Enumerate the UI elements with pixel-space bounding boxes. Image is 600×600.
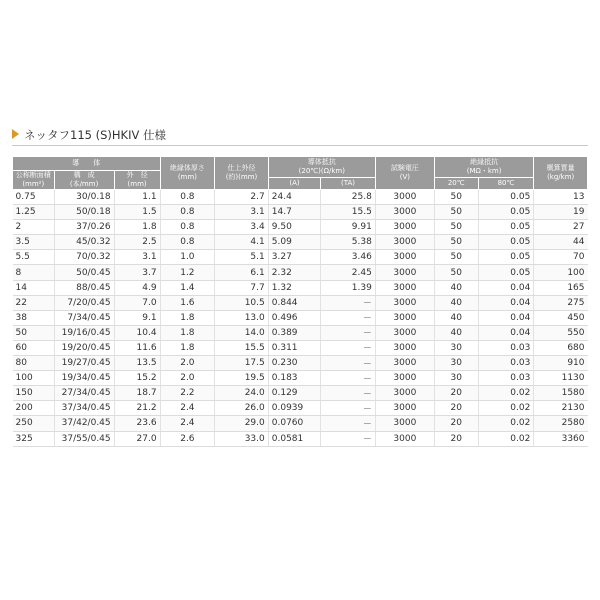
cell-nominal-area: 50 (13, 325, 55, 340)
cell-weight: 450 (534, 310, 588, 325)
cell-insulation-thickness: 0.8 (160, 190, 215, 205)
cell-insulation-thickness: 1.0 (160, 250, 215, 265)
cell-resistance-a: 9.50 (268, 220, 320, 235)
cell-ir-80c: 0.05 (478, 220, 534, 235)
table-row (13, 401, 588, 416)
cell-finished-diameter: 6.1 (215, 265, 269, 280)
cell-finished-diameter: 13.0 (215, 310, 269, 325)
cell-resistance-ta: － (321, 356, 376, 371)
cell-outer-diameter: 10.4 (114, 325, 160, 340)
cell-resistance-ta: － (321, 371, 376, 386)
cell-insulation-thickness: 1.6 (160, 295, 215, 310)
cell-composition: 19/20/0.45 (54, 340, 114, 355)
cell-ir-80c: 0.05 (478, 250, 534, 265)
cell-nominal-area: 0.75 (13, 190, 55, 205)
header-finished-diameter (215, 157, 269, 190)
cell-finished-diameter: 17.5 (215, 356, 269, 371)
cell-insulation-thickness: 2.6 (160, 431, 215, 446)
cell-weight: 680 (534, 340, 588, 355)
cell-composition: 37/55/0.45 (54, 431, 114, 446)
cell-weight: 13 (534, 190, 588, 205)
cell-finished-diameter: 3.1 (215, 205, 269, 220)
cell-nominal-area: 200 (13, 401, 55, 416)
cell-outer-diameter: 11.6 (114, 340, 160, 355)
header-outer-diameter (114, 171, 160, 190)
cell-resistance-a: 0.496 (268, 310, 320, 325)
cell-finished-diameter: 19.5 (215, 371, 269, 386)
cell-resistance-a: 0.183 (268, 371, 320, 386)
header-resistance-a: (A) (268, 178, 320, 190)
cell-nominal-area: 1.25 (13, 205, 55, 220)
cell-finished-diameter: 7.7 (215, 280, 269, 295)
table-row (13, 416, 588, 431)
table-row (13, 431, 588, 446)
cell-ir-20c: 50 (434, 250, 478, 265)
cell-ir-20c: 40 (434, 310, 478, 325)
cell-test-voltage: 3000 (375, 431, 434, 446)
table-row (13, 280, 588, 295)
cell-resistance-ta: － (321, 295, 376, 310)
cell-composition: 19/16/0.45 (54, 325, 114, 340)
header-weight-label: 概算質量 (546, 164, 575, 172)
cell-composition: 27/34/0.45 (54, 386, 114, 401)
cell-resistance-ta: 15.5 (321, 205, 376, 220)
cell-finished-diameter: 2.7 (215, 190, 269, 205)
table-row (13, 235, 588, 250)
cell-test-voltage: 3000 (375, 310, 434, 325)
header-finished-diameter-unit: (約)(mm) (225, 173, 258, 181)
cell-resistance-a: 3.27 (268, 250, 320, 265)
table-row (13, 220, 588, 235)
cell-nominal-area: 2 (13, 220, 55, 235)
section-title: ネッタフ115 (S)HKIV 仕様 (24, 128, 166, 142)
cell-insulation-thickness: 2.0 (160, 356, 215, 371)
cell-weight: 275 (534, 295, 588, 310)
table-row (13, 325, 588, 340)
header-insulation-thickness-unit: (mm) (177, 173, 197, 181)
cell-nominal-area: 325 (13, 431, 55, 446)
cell-finished-diameter: 15.5 (215, 340, 269, 355)
cell-ir-20c: 50 (434, 205, 478, 220)
cell-composition: 19/34/0.45 (54, 371, 114, 386)
cell-outer-diameter: 9.1 (114, 310, 160, 325)
cell-insulation-thickness: 2.0 (160, 371, 215, 386)
cell-test-voltage: 3000 (375, 250, 434, 265)
cell-ir-80c: 0.05 (478, 190, 534, 205)
cell-insulation-thickness: 0.8 (160, 235, 215, 250)
cell-resistance-a: 0.311 (268, 340, 320, 355)
cell-finished-diameter: 4.1 (215, 235, 269, 250)
cell-test-voltage: 3000 (375, 190, 434, 205)
cell-insulation-thickness: 2.2 (160, 386, 215, 401)
cell-outer-diameter: 3.1 (114, 250, 160, 265)
cell-insulation-thickness: 1.8 (160, 325, 215, 340)
cell-ir-80c: 0.03 (478, 371, 534, 386)
header-nominal-area-label: 公称断面積 (15, 171, 51, 179)
header-insulation-resistance (434, 157, 533, 178)
cell-nominal-area: 38 (13, 310, 55, 325)
cell-test-voltage: 3000 (375, 220, 434, 235)
header-resistance-ta: (TA) (321, 178, 376, 190)
cell-resistance-a: 0.0581 (268, 431, 320, 446)
cell-finished-diameter: 3.4 (215, 220, 269, 235)
cell-weight: 70 (534, 250, 588, 265)
cell-resistance-ta: 9.91 (321, 220, 376, 235)
cell-insulation-thickness: 2.4 (160, 401, 215, 416)
cell-weight: 19 (534, 205, 588, 220)
table-row (13, 265, 588, 280)
cell-outer-diameter: 18.7 (114, 386, 160, 401)
cell-composition: 88/0.45 (54, 280, 114, 295)
cell-insulation-thickness: 2.4 (160, 416, 215, 431)
cell-nominal-area: 80 (13, 356, 55, 371)
cell-test-voltage: 3000 (375, 265, 434, 280)
cell-finished-diameter: 10.5 (215, 295, 269, 310)
cell-finished-diameter: 26.0 (215, 401, 269, 416)
header-insulation-resistance-sub: (MΩ・km) (466, 167, 502, 175)
cell-ir-20c: 30 (434, 340, 478, 355)
cell-resistance-a: 0.0760 (268, 416, 320, 431)
header-ir-80c: 80℃ (478, 178, 534, 190)
cell-outer-diameter: 3.7 (114, 265, 160, 280)
cell-weight: 2130 (534, 401, 588, 416)
section-title-bar (12, 127, 588, 146)
cell-composition: 37/34/0.45 (54, 401, 114, 416)
cell-weight: 1580 (534, 386, 588, 401)
cell-ir-20c: 20 (434, 431, 478, 446)
cell-outer-diameter: 1.8 (114, 220, 160, 235)
cell-resistance-ta: 2.45 (321, 265, 376, 280)
cell-ir-80c: 0.02 (478, 431, 534, 446)
table-row (13, 386, 588, 401)
header-resistance (268, 157, 375, 178)
cell-outer-diameter: 27.0 (114, 431, 160, 446)
cell-finished-diameter: 33.0 (215, 431, 269, 446)
cell-outer-diameter: 1.5 (114, 205, 160, 220)
cell-ir-20c: 20 (434, 401, 478, 416)
cell-outer-diameter: 15.2 (114, 371, 160, 386)
header-insulation-thickness-label: 絶縁体厚さ (169, 164, 205, 172)
cell-ir-20c: 40 (434, 280, 478, 295)
table-row (13, 205, 588, 220)
header-conductor: 導 体 (13, 157, 161, 171)
cell-composition: 50/0.18 (54, 205, 114, 220)
cell-test-voltage: 3000 (375, 325, 434, 340)
cell-composition: 37/0.26 (54, 220, 114, 235)
cell-test-voltage: 3000 (375, 401, 434, 416)
cell-ir-80c: 0.02 (478, 416, 534, 431)
cell-test-voltage: 3000 (375, 340, 434, 355)
cell-insulation-thickness: 0.8 (160, 220, 215, 235)
cell-insulation-thickness: 1.2 (160, 265, 215, 280)
cell-resistance-ta: 5.38 (321, 235, 376, 250)
table-row (13, 250, 588, 265)
header-composition-label: 構 成 (73, 171, 95, 179)
header-outer-diameter-unit: (mm) (127, 180, 147, 188)
cell-ir-80c: 0.04 (478, 310, 534, 325)
header-composition-unit: (本/mm) (69, 180, 99, 188)
cell-ir-80c: 0.02 (478, 386, 534, 401)
cell-ir-20c: 30 (434, 371, 478, 386)
cell-resistance-ta: 3.46 (321, 250, 376, 265)
cell-ir-20c: 50 (434, 265, 478, 280)
cell-ir-80c: 0.03 (478, 356, 534, 371)
cell-ir-80c: 0.05 (478, 205, 534, 220)
cell-resistance-a: 24.4 (268, 190, 320, 205)
cell-finished-diameter: 24.0 (215, 386, 269, 401)
cell-ir-20c: 50 (434, 235, 478, 250)
cell-resistance-ta: 25.8 (321, 190, 376, 205)
table-row (13, 356, 588, 371)
cell-weight: 3360 (534, 431, 588, 446)
cell-finished-diameter: 5.1 (215, 250, 269, 265)
cell-test-voltage: 3000 (375, 205, 434, 220)
cell-test-voltage: 3000 (375, 416, 434, 431)
cell-resistance-a: 0.844 (268, 295, 320, 310)
cell-finished-diameter: 14.0 (215, 325, 269, 340)
header-ir-20c: 20℃ (434, 178, 478, 190)
cell-ir-20c: 50 (434, 220, 478, 235)
header-insulation-thickness (160, 157, 215, 190)
header-nominal-area-unit: (mm²) (22, 180, 45, 188)
header-test-voltage (375, 157, 434, 190)
cell-nominal-area: 250 (13, 416, 55, 431)
cell-composition: 37/42/0.45 (54, 416, 114, 431)
cell-ir-20c: 50 (434, 190, 478, 205)
header-resistance-label: 導体抵抗 (307, 158, 336, 166)
cell-resistance-a: 0.389 (268, 325, 320, 340)
cell-ir-80c: 0.04 (478, 295, 534, 310)
spec-table-body (13, 190, 588, 447)
cell-test-voltage: 3000 (375, 295, 434, 310)
cell-nominal-area: 8 (13, 265, 55, 280)
cell-weight: 100 (534, 265, 588, 280)
cell-nominal-area: 3.5 (13, 235, 55, 250)
table-row (13, 190, 588, 205)
cell-ir-20c: 40 (434, 325, 478, 340)
cell-resistance-ta: － (321, 340, 376, 355)
cell-weight: 2580 (534, 416, 588, 431)
cell-composition: 45/0.32 (54, 235, 114, 250)
table-row (13, 310, 588, 325)
cell-resistance-a: 2.32 (268, 265, 320, 280)
cell-outer-diameter: 4.9 (114, 280, 160, 295)
cell-ir-80c: 0.02 (478, 401, 534, 416)
cell-insulation-thickness: 1.8 (160, 340, 215, 355)
header-resistance-sub: (20℃)(Ω/km) (298, 167, 345, 175)
cell-outer-diameter: 2.5 (114, 235, 160, 250)
cell-composition: 30/0.18 (54, 190, 114, 205)
cell-test-voltage: 3000 (375, 280, 434, 295)
cell-ir-20c: 30 (434, 356, 478, 371)
cell-ir-20c: 20 (434, 416, 478, 431)
cell-weight: 27 (534, 220, 588, 235)
header-weight-unit: (kg/km) (547, 173, 575, 181)
cell-insulation-thickness: 1.8 (160, 310, 215, 325)
table-row (13, 340, 588, 355)
header-test-voltage-unit: (V) (399, 173, 410, 181)
cell-resistance-a: 0.230 (268, 356, 320, 371)
cell-outer-diameter: 21.2 (114, 401, 160, 416)
cell-ir-80c: 0.03 (478, 340, 534, 355)
cell-resistance-a: 5.09 (268, 235, 320, 250)
cell-ir-80c: 0.04 (478, 280, 534, 295)
cell-weight: 1130 (534, 371, 588, 386)
cell-weight: 44 (534, 235, 588, 250)
cell-nominal-area: 100 (13, 371, 55, 386)
cell-ir-80c: 0.05 (478, 265, 534, 280)
cell-ir-80c: 0.04 (478, 325, 534, 340)
cell-ir-80c: 0.05 (478, 235, 534, 250)
cell-test-voltage: 3000 (375, 386, 434, 401)
cell-resistance-ta: 1.39 (321, 280, 376, 295)
cell-outer-diameter: 23.6 (114, 416, 160, 431)
cell-insulation-thickness: 0.8 (160, 205, 215, 220)
cell-resistance-a: 1.32 (268, 280, 320, 295)
table-row (13, 371, 588, 386)
cell-composition: 7/20/0.45 (54, 295, 114, 310)
cell-resistance-ta: － (321, 431, 376, 446)
cell-resistance-a: 14.7 (268, 205, 320, 220)
cell-resistance-a: 0.0939 (268, 401, 320, 416)
header-composition (54, 171, 114, 190)
cell-insulation-thickness: 1.4 (160, 280, 215, 295)
cell-weight: 550 (534, 325, 588, 340)
cell-nominal-area: 5.5 (13, 250, 55, 265)
cell-weight: 910 (534, 356, 588, 371)
cell-composition: 19/27/0.45 (54, 356, 114, 371)
cell-resistance-a: 0.129 (268, 386, 320, 401)
cell-outer-diameter: 7.0 (114, 295, 160, 310)
cell-finished-diameter: 29.0 (215, 416, 269, 431)
cell-resistance-ta: － (321, 401, 376, 416)
cell-test-voltage: 3000 (375, 371, 434, 386)
cell-weight: 165 (534, 280, 588, 295)
table-row (13, 295, 588, 310)
cell-resistance-ta: － (321, 310, 376, 325)
cell-ir-20c: 20 (434, 386, 478, 401)
cell-resistance-ta: － (321, 325, 376, 340)
cell-ir-20c: 40 (434, 295, 478, 310)
cell-resistance-ta: － (321, 416, 376, 431)
header-finished-diameter-label: 仕上外径 (227, 164, 256, 172)
triangle-marker-icon (12, 129, 19, 139)
cell-outer-diameter: 13.5 (114, 356, 160, 371)
cell-nominal-area: 14 (13, 280, 55, 295)
header-nominal-area (13, 171, 55, 190)
spec-table (12, 156, 588, 447)
cell-nominal-area: 22 (13, 295, 55, 310)
cell-nominal-area: 150 (13, 386, 55, 401)
cell-nominal-area: 60 (13, 340, 55, 355)
cell-resistance-ta: － (321, 386, 376, 401)
header-weight (534, 157, 588, 190)
cell-outer-diameter: 1.1 (114, 190, 160, 205)
header-outer-diameter-label: 外 径 (126, 171, 148, 179)
cell-composition: 7/34/0.45 (54, 310, 114, 325)
cell-composition: 70/0.32 (54, 250, 114, 265)
cell-test-voltage: 3000 (375, 356, 434, 371)
header-test-voltage-label: 試験電圧 (390, 164, 419, 172)
header-insulation-resistance-label: 絶縁抵抗 (470, 158, 499, 166)
cell-test-voltage: 3000 (375, 235, 434, 250)
cell-composition: 50/0.45 (54, 265, 114, 280)
